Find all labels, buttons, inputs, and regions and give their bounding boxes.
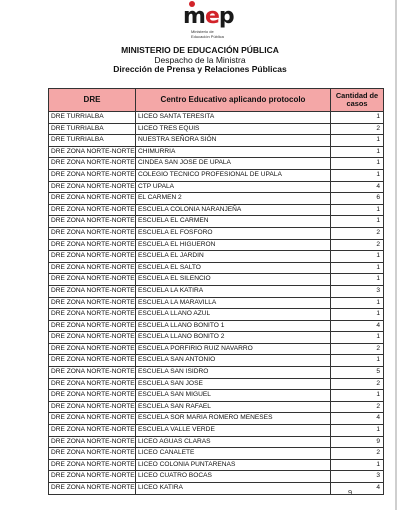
cell-cantidad: 1 [331,158,384,170]
cell-centro: ESCUELA SOR MARIA ROMERO MENESES [136,413,331,425]
cell-centro: ESCUELA PORFIRIO RUIZ NAVARRO [136,343,331,355]
cell-cantidad: 1 [331,309,384,321]
cell-cantidad: 1 [331,146,384,158]
cell-dre: DRE ZONA NORTE-NORTE [49,459,136,471]
cell-dre: DRE ZONA NORTE-NORTE [49,239,136,251]
table-row [49,123,384,135]
cell-cantidad: 1 [331,332,384,344]
cell-dre: DRE ZONA NORTE-NORTE [49,320,136,332]
table-row [49,401,384,413]
cell-dre: DRE ZONA NORTE-NORTE [49,436,136,448]
table-row [49,169,384,181]
cell-dre: DRE TURRIALBA [49,123,136,135]
cell-centro: CINDEA SAN JOSE DE UPALA [136,158,331,170]
cell-centro: ESCUELA EL HIGUERON [136,239,331,251]
cell-centro: ESCUELA LLANO BONITO 1 [136,320,331,332]
cell-cantidad: 9 [331,436,384,448]
cell-dre: DRE TURRIALBA [49,112,136,124]
table-row [49,227,384,239]
cell-centro: ESCUELA COLONIA NARANJEÑA [136,204,331,216]
cell-cantidad: 1 [331,251,384,263]
cell-cantidad: 2 [331,401,384,413]
cell-centro: LICEO AGUAS CLARAS [136,436,331,448]
cell-dre: DRE ZONA NORTE-NORTE [49,297,136,309]
cell-centro: ESCUELA EL CARMEN [136,216,331,228]
cell-centro: ESCUELA EL SILENCIO [136,274,331,286]
cell-dre: DRE ZONA NORTE-NORTE [49,355,136,367]
cell-centro: ESCUELA VALLE VERDE [136,425,331,437]
cell-dre: DRE ZONA NORTE-NORTE [49,158,136,170]
cell-dre: DRE TURRIALBA [49,135,136,147]
table-row [49,251,384,263]
cell-cantidad: 2 [331,227,384,239]
cases-table-container [48,88,384,495]
cell-centro: ESCUELA LLANO AZUL [136,309,331,321]
table-row [49,378,384,390]
cell-cantidad: 6 [331,193,384,205]
table-row [49,285,384,297]
cell-centro: ESCUELA SAN MIGUEL [136,390,331,402]
direction-subtitle: Dirección de Prensa y Relaciones Públicas [113,64,287,74]
cell-cantidad: 4 [331,181,384,193]
cell-dre: DRE ZONA NORTE-NORTE [49,471,136,483]
cell-centro: ESCUELA LA KATIRA [136,285,331,297]
cell-cantidad: 2 [331,378,384,390]
column-header-cantidad: Cantidad de casos [331,89,384,112]
cell-cantidad: 4 [331,413,384,425]
cell-centro: NUESTRA SEÑORA SIÓN [136,135,331,147]
cell-cantidad: 2 [331,343,384,355]
table-row [49,112,384,124]
cell-dre: DRE ZONA NORTE-NORTE [49,285,136,297]
table-row [49,390,384,402]
cell-centro: CTP UPALA [136,181,331,193]
cell-dre: DRE ZONA NORTE-NORTE [49,204,136,216]
table-row [49,158,384,170]
office-subtitle: Despacho de la Ministra [154,55,246,65]
table-row [49,274,384,286]
cell-dre: DRE ZONA NORTE-NORTE [49,343,136,355]
cell-dre: DRE ZONA NORTE-NORTE [49,146,136,158]
cell-dre: DRE ZONA NORTE-NORTE [49,181,136,193]
table-row [49,332,384,344]
cell-cantidad: 1 [331,204,384,216]
cell-centro: ESCUELA SAN JOSE [136,378,331,390]
cell-cantidad: 1 [331,459,384,471]
cell-cantidad: 1 [331,216,384,228]
cell-centro: ESCUELA LLANO BONITO 2 [136,332,331,344]
cell-dre: DRE ZONA NORTE-NORTE [49,483,136,495]
cell-dre: DRE ZONA NORTE-NORTE [49,227,136,239]
logo-wordmark: mep [183,4,234,29]
cell-centro: ESCUELA EL JARDIN [136,251,331,263]
cell-dre: DRE ZONA NORTE-NORTE [49,169,136,181]
cell-cantidad: 1 [331,169,384,181]
cell-dre: DRE ZONA NORTE-NORTE [49,367,136,379]
table-row [49,483,384,495]
document-header [0,0,400,80]
cell-centro: COLEGIO TECNICO PROFESIONAL DE UPALA [136,169,331,181]
cell-dre: DRE ZONA NORTE-NORTE [49,425,136,437]
cell-centro: LICEO SANTA TERESITA [136,112,331,124]
cell-centro: LICEO COLONIA PUNTARENAS [136,459,331,471]
cell-centro: CHIMURRIA [136,146,331,158]
cell-centro: ESCUELA SAN ANTONIO [136,355,331,367]
cell-dre: DRE ZONA NORTE-NORTE [49,413,136,425]
cell-centro: LICEO KATIRA [136,483,331,495]
table-row [49,181,384,193]
cell-cantidad: 1 [331,135,384,147]
logo-caption: Ministerio de Educación Pública [191,29,224,39]
cell-centro: ESCUELA LA MARAVILLA [136,297,331,309]
table-row [49,239,384,251]
cell-cantidad: 3 [331,285,384,297]
cell-dre: DRE ZONA NORTE-NORTE [49,251,136,263]
column-header-centro: Centro Educativo aplicando protocolo [136,89,331,112]
ministry-title: MINISTERIO DE EDUCACIÓN PÚBLICA [121,45,279,55]
cell-centro: ESCUELA EL FOSFORO [136,227,331,239]
cell-dre: DRE ZONA NORTE-NORTE [49,332,136,344]
table-header-row [49,89,384,112]
cell-cantidad: 1 [331,274,384,286]
cell-dre: DRE ZONA NORTE-NORTE [49,390,136,402]
table-row [49,309,384,321]
table-body [49,112,384,495]
cell-centro: EL CARMEN 2 [136,193,331,205]
cell-centro: LICEO CUATRO BOCAS [136,471,331,483]
table-row [49,367,384,379]
cell-cantidad: 1 [331,425,384,437]
table-row [49,216,384,228]
table-row [49,146,384,158]
cell-dre: DRE ZONA NORTE-NORTE [49,193,136,205]
table-row [49,471,384,483]
table-row [49,459,384,471]
cell-centro: ESCUELA SAN ISIDRO [136,367,331,379]
cell-dre: DRE ZONA NORTE-NORTE [49,378,136,390]
table-row [49,297,384,309]
cell-cantidad: 5 [331,367,384,379]
table-row [49,262,384,274]
cell-dre: DRE ZONA NORTE-NORTE [49,262,136,274]
cell-dre: DRE ZONA NORTE-NORTE [49,401,136,413]
column-header-dre: DRE [49,89,136,112]
cell-cantidad: 2 [331,448,384,460]
cell-cantidad: 2 [331,123,384,135]
cell-cantidad: 4 [331,483,384,495]
table-row [49,204,384,216]
table-row [49,448,384,460]
cell-cantidad: 1 [331,390,384,402]
table-row [49,193,384,205]
cell-centro: ESCUELA EL SALTO [136,262,331,274]
cell-centro: ESCUELA SAN RAFAEL [136,401,331,413]
cell-dre: DRE ZONA NORTE-NORTE [49,448,136,460]
table-row [49,320,384,332]
cell-centro: LICEO TRES EQUIS [136,123,331,135]
cell-cantidad: 2 [331,239,384,251]
cell-dre: DRE ZONA NORTE-NORTE [49,309,136,321]
cell-dre: DRE ZONA NORTE-NORTE [49,216,136,228]
cell-centro: LICEO CANALETE [136,448,331,460]
table-row [49,135,384,147]
cell-dre: DRE ZONA NORTE-NORTE [49,274,136,286]
table-row [49,425,384,437]
cell-cantidad: 1 [331,262,384,274]
cases-table [48,88,384,495]
table-row [49,355,384,367]
cell-cantidad: 1 [331,355,384,367]
cell-cantidad: 3 [331,471,384,483]
mep-logo [183,4,233,40]
page-number: 9 [348,488,353,497]
table-row [49,436,384,448]
cell-cantidad: 1 [331,112,384,124]
table-row [49,343,384,355]
cell-cantidad: 1 [331,297,384,309]
cell-cantidad: 4 [331,320,384,332]
table-row [49,413,384,425]
